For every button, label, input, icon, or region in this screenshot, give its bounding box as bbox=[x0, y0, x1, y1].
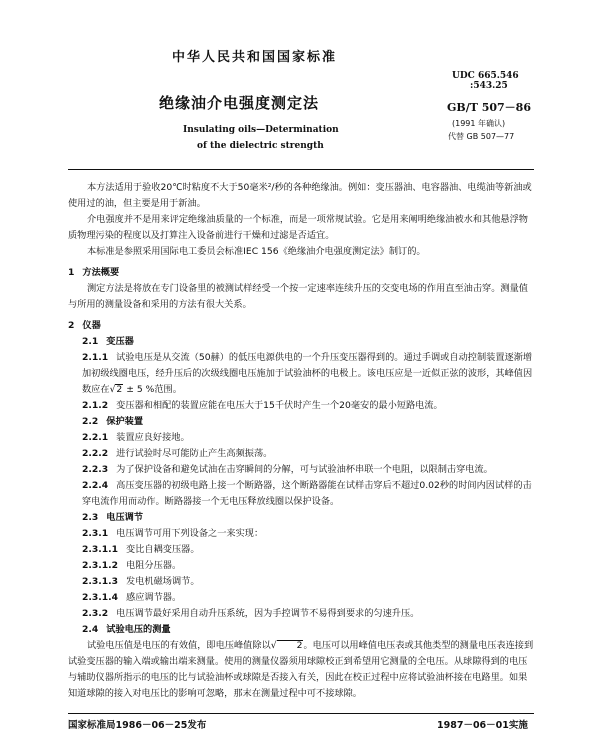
udc-line-2: :543.25 bbox=[470, 81, 508, 91]
footer-divider bbox=[68, 713, 534, 714]
section-2-4-text: 试验电压值是电压的有效值，即电压峰值除以√ 2。电压可以用峰值电压表或其他类型的测量电压表连接到试验变压器的输入端或输出端来测量。使用的测量仪器须用球隙校正到希望用它测量的全电压。从球隙得到的电压与辅助仪器所指示的电压的比与试验油杯或球隙是否接入有关，因此在校正过程中应将试验油杯接在电路里。如果知道球隙的接入对电压比的影响可忽略，那末在测量过程中可不接球隙。 bbox=[68, 640, 534, 699]
document-body bbox=[68, 180, 534, 702]
section-1-text: 测定方法是将放在专门设备里的被测试样经受一个按一定速率连续升压的交变电场的作用直至油击穿。测量值与所用的测量设备和采用的方法有很大关系。 bbox=[68, 283, 528, 310]
intro-paragraph-3: 本标准是参照采用国际电工委员会标准IEC 156《绝缘油介电强度测定法》制订的。 bbox=[87, 246, 426, 257]
country-standard-heading: 中华人民共和国国家标准 bbox=[172, 50, 338, 65]
section-2-2-3-text: 2.2.3 为了保护设备和避免试油在击穿瞬间的分解，可与试验油杯串联一个电阻，以限制击穿电流。 bbox=[82, 464, 493, 475]
replaces-note: 代替 GB 507—77 bbox=[448, 132, 515, 141]
section-2-3-1-text: 2.3.1 电压调节可用下列设备之一来实现： bbox=[82, 528, 264, 539]
section-2-heading: 2 仪器 bbox=[68, 320, 101, 331]
udc-line-1: UDC 665.546 bbox=[452, 71, 519, 81]
section-2-3-1-1-text: 2.3.1.1 变比自耦变压器。 bbox=[82, 544, 200, 555]
section-2-2-1-text: 2.2.1 装置应良好接地。 bbox=[82, 432, 190, 443]
section-2-3-1-3-text: 2.3.1.3 发电机磁场调节。 bbox=[82, 576, 200, 587]
section-2-1-1-text: 2.1.1 试验电压是从交流（50赫）的低压电源供电的一个升压变压器得到的。通过手调或自动控制装置逐渐增加初级线圈电压，经升压后的次级线圈电压施加于试验油杯的电极上。该电压应是一近似正弦的波形，其峰值因数应在√2 ± 5 %范围。 bbox=[82, 352, 533, 395]
issue-date: 国家标准局1986－06－25发布 bbox=[68, 720, 207, 731]
document-title: 绝缘油介电强度测定法 bbox=[159, 94, 320, 112]
intro-paragraph-1: 本方法适用于验收20℃时粘度不大于50毫米²/秒的各种绝缘油。例如：变压器油、电容器油、电缆油等新油或使用过的油，但主要是用于新油。 bbox=[68, 182, 532, 209]
section-2-2-heading: 2.2 保护装置 bbox=[82, 416, 144, 427]
section-2-3-1-4-text: 2.3.1.4 感应调节器。 bbox=[82, 592, 182, 603]
english-title-line-2: of the dielectric strength bbox=[197, 141, 324, 151]
section-2-1-heading: 2.1 变压器 bbox=[82, 336, 134, 347]
section-2-3-2-text: 2.3.2 电压调节最好采用自动升压系统，因为手控调节不易得到要求的匀速升压。 bbox=[82, 608, 420, 619]
english-title-line-1: Insulating oils—Determination bbox=[183, 125, 339, 135]
section-2-3-1-2-text: 2.3.1.2 电阻分压器。 bbox=[82, 560, 182, 571]
intro-paragraph-2: 介电强度并不是用来评定绝缘油质量的一个标准，而是一项常规试验。它是用来阐明绝缘油被水和其他悬浮物质物理污染的程度以及打算注入设备前进行干燥和过滤是否适宜。 bbox=[68, 214, 528, 241]
section-2-1-2-text: 2.1.2 变压器和相配的装置应能在电压大于15千伏时产生一个20毫安的最小短路电流。 bbox=[82, 400, 443, 411]
section-2-4-heading: 2.4 试验电压的测量 bbox=[82, 624, 171, 635]
section-2-2-4-text: 2.2.4 高压变压器的初级电路上接一个断路器，这个断路器能在试样击穿后不超过0.02秒的时间内因试样的击穿电流作用而动作。断路器接一个无电压释放线圈以保护设备。 bbox=[82, 480, 532, 507]
section-2-2-2-text: 2.2.2 进行试验时尽可能防止产生高频振荡。 bbox=[82, 448, 273, 459]
section-2-3-heading: 2.3 电压调节 bbox=[82, 512, 144, 523]
implementation-date: 1987－06－01实施 bbox=[437, 720, 528, 731]
standard-number: GB/T 507－86 bbox=[447, 101, 531, 114]
section-1-heading: 1 方法概要 bbox=[68, 267, 120, 278]
udc-code bbox=[452, 71, 519, 91]
header-divider bbox=[68, 169, 534, 170]
confirmation-note: (1991 年确认) bbox=[452, 119, 506, 128]
